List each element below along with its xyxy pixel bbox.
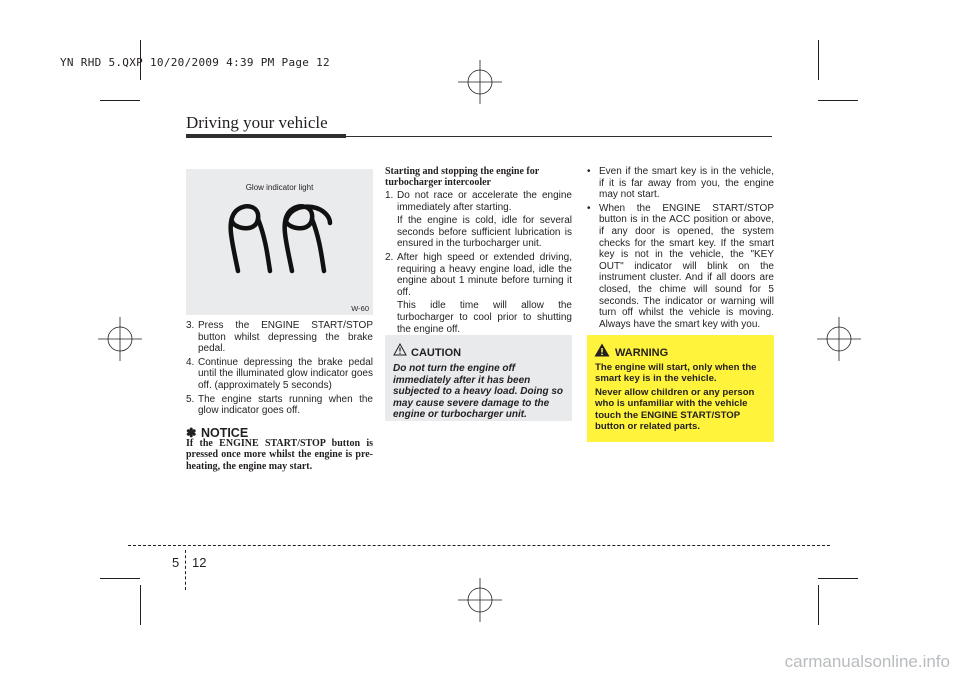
section-heading: Starting and stopping the engine for turbocharger intercooler [385,166,540,189]
notice-symbol: ✽ [186,426,197,440]
glow-indicator-icon [226,199,336,277]
smart-key-bullets [587,166,774,332]
caution-triangle-icon [393,343,407,356]
list-item: 2. After high speed or extended driving, requiring a heavy engine load, idle the engine about 1 minute before turning it off. This idle time will allow the turbocharger to cool prior to shutting the engine off. [385,251,572,335]
warning-triangle-icon [594,343,610,357]
figure-label: Glow indicator light [245,183,314,192]
site-watermark: carmanualsonline.info [784,652,950,671]
warning-box [587,335,774,442]
page-header-title: Driving your vehicle [186,113,328,132]
caution-box [385,335,572,421]
list-item: • When the ENGINE START/STOP button is in the ACC position or above, if any door is opened, the system checks for the smart key. If the smart key is not in the vehicle, the "KEY OUT" indicator will blink on the instrument cluster. And if all doors are closed, the chime will sound for 5 seconds. The indicator or warning will turn off whilst the vehicle is moving. Always have the smart key with you. [587,202,774,330]
section-number: 5 [172,555,180,570]
notice-title: NOTICE [200,426,249,440]
registration-mark-left [98,317,142,361]
list-item: 3. Press the ENGINE START/STOP button whilst depressing the brake pedal. [186,320,373,355]
list-item: 5. The engine starts running when the glow indicator goes off. [186,393,373,417]
warning-text-2: Never allow children or any person who is unfamiliar with the vehicle touch the ENGINE START/STOP button or related parts. [595,387,755,433]
steps-block [186,320,373,419]
turbo-list [385,190,572,337]
caution-title: CAUTION [411,347,462,359]
registration-mark-right [817,317,861,361]
list-item: 1. Do not race or accelerate the engine immediately after starting. If the engine is cold, idle for several seconds before sufficient lubrication is ensured in the turbocharger unit. [385,190,572,250]
list-item: • Even if the smart key is in the vehicle, if it is far away from you, the engine may not start. [587,166,774,201]
caution-text: Do not turn the engine off immediately after it has been subjected to a heavy load. Doing so may cause severe damage to the engine or turbocharger unit. [393,363,564,421]
warning-title: WARNING [615,347,669,359]
list-item-subtext: This idle time will allow the turbocharger to cool prior to shutting the engine off. [397,300,572,335]
footer-rule [128,545,830,546]
notice-text: If the ENGINE START/STOP button is pressed once more whilst the engine is pre-heating, the engine may start. [186,438,373,472]
list-item-subtext: If the engine is cold, idle for several seconds before sufficient lubrication is ensured in the turbocharger unit. [397,215,572,250]
glow-indicator-figure [186,169,373,315]
page-number: 12 [192,555,207,570]
footer-divider [185,550,187,590]
header-bar [186,134,346,138]
registration-mark-top [458,60,502,104]
print-slug: YN RHD 5.QXP 10/20/2009 4:39 PM Page 12 [60,56,330,69]
list-item: 4. Continue depressing the brake pedal until the illuminated glow indicator goes off. (approximately 5 seconds) [186,356,373,391]
registration-mark-bottom [458,578,502,622]
warning-text-1: The engine will start, only when the smart key is in the vehicle. [595,362,757,385]
figure-code: W-60 [351,304,369,313]
